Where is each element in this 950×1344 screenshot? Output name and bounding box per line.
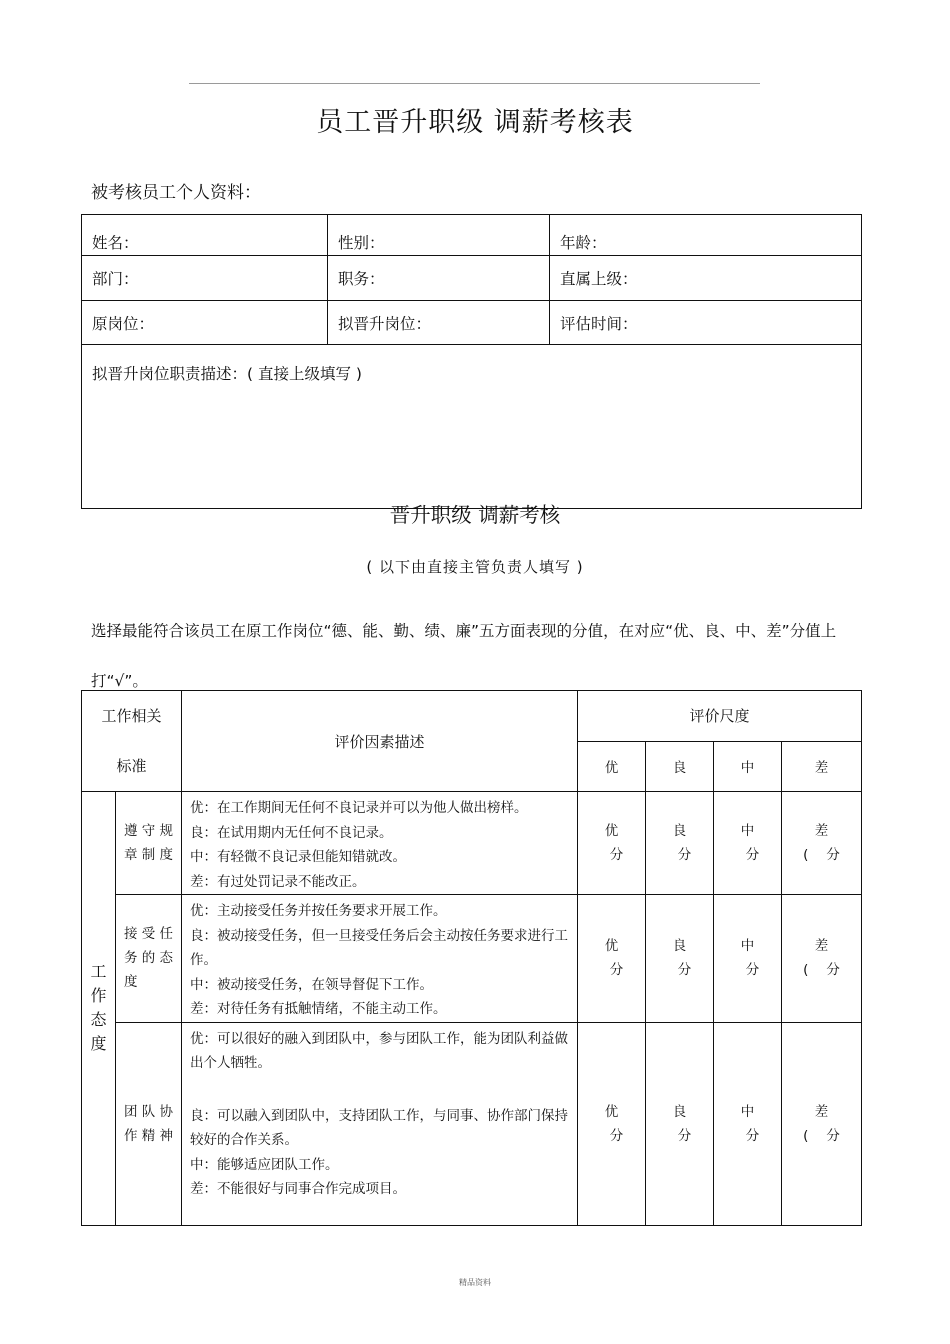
score-unit: 分 <box>826 962 840 979</box>
criterion-description <box>182 792 578 895</box>
score-label: 良 <box>672 823 687 839</box>
score-paren: ( <box>803 962 809 979</box>
score-good-cell[interactable] <box>646 895 714 1023</box>
description-line: 良：可以融入到团队中，支持团队工作，与同事、协作部门保持较好的合作关系。 <box>190 1107 569 1148</box>
category-char: 工 <box>90 962 107 982</box>
score-unit: 分 <box>745 962 760 979</box>
score-unit: 分 <box>826 1127 840 1144</box>
name-field[interactable] <box>82 215 328 256</box>
employee-profile-table <box>81 214 862 509</box>
score-poor-cell[interactable] <box>782 1022 862 1225</box>
supervisor-label: 直属上级： <box>560 270 638 288</box>
position-field[interactable] <box>328 256 550 301</box>
name-label: 姓名： <box>92 234 139 252</box>
page-footer: 精品资料 <box>459 1278 491 1287</box>
score-paren: ( <box>803 847 809 863</box>
description-line: 中：被动接受任务，在领导督促下工作。 <box>190 976 434 993</box>
description-line: 优：主动接受任务并按任务要求开展工作。 <box>190 903 447 919</box>
description-line: 优：可以很好的融入到团队中，参与团队工作，能为团队利益做出个人牺牲。 <box>190 1030 569 1071</box>
score-label: 优 <box>604 823 619 839</box>
score-unit: 分 <box>609 847 624 863</box>
score-unit: 分 <box>745 1127 760 1144</box>
category-char: 作 <box>90 986 107 1006</box>
criterion-rules-compliance: 遵守规章制度 <box>116 792 182 895</box>
score-unit: 分 <box>677 847 692 863</box>
score-unit: 分 <box>745 847 760 863</box>
header-standard <box>82 691 182 792</box>
score-label: 中 <box>740 1103 755 1120</box>
score-poor-cell[interactable] <box>782 792 862 895</box>
score-label: 中 <box>740 823 755 839</box>
header-factor-description: 评价因素描述 <box>182 691 578 792</box>
evaluation-section-subtitle: ( 以下由直接主管负责人填写 ) <box>366 558 584 576</box>
criterion-teamwork: 团队协作精神 <box>116 1022 182 1225</box>
header-scale: 评价尺度 <box>578 691 862 742</box>
score-average-cell[interactable] <box>714 895 782 1023</box>
criterion-description <box>182 895 578 1023</box>
score-unit: 分 <box>677 962 692 979</box>
evaluation-time-field[interactable] <box>550 301 862 345</box>
level-good: 良 <box>646 741 714 792</box>
score-label: 差 <box>814 823 829 839</box>
original-post-label: 原岗位： <box>92 314 155 333</box>
duty-description-field[interactable] <box>82 345 862 509</box>
score-unit: 分 <box>609 1127 624 1144</box>
description-line: 良：被动接受任务，但一旦接受任务后会主动按任务要求进行工作。 <box>190 927 569 968</box>
score-label: 优 <box>604 1103 619 1120</box>
criterion-task-attitude: 接受任务的态度 <box>116 895 182 1023</box>
score-label: 差 <box>814 1103 829 1120</box>
proposed-post-field[interactable] <box>328 301 550 345</box>
department-field[interactable] <box>82 256 328 301</box>
score-good-cell[interactable] <box>646 792 714 895</box>
criterion-description <box>182 1022 578 1225</box>
original-post-field[interactable] <box>82 301 328 345</box>
description-line: 中：有轻微不良记录但能知错就改。 <box>190 849 407 865</box>
header-standard-line1: 工作相关 <box>101 707 162 725</box>
document-title: 员工晋升职级 调薪考核表 <box>316 107 634 138</box>
header-standard-line2: 标准 <box>116 757 147 775</box>
age-field[interactable] <box>550 215 862 256</box>
score-excellent-cell[interactable] <box>578 792 646 895</box>
header-rule <box>189 83 760 84</box>
duty-description-label: 拟晋升岗位职责描述：( 直接上级填写 ) <box>92 365 362 383</box>
evaluation-time-label: 评估时间： <box>560 314 638 333</box>
evaluation-instruction: 选择最能符合该员工在原工作岗位“德、能、勤、绩、廉”五方面表现的分值，在对应“优、良、中、差”分值上打“√”。 <box>91 622 837 690</box>
score-label: 差 <box>814 938 829 955</box>
description-gap <box>190 1076 571 1104</box>
description-line: 良：在试用期内无任何不良记录。 <box>190 824 393 841</box>
description-line: 差：对待任务有抵触情绪，不能主动工作。 <box>190 1001 447 1017</box>
department-label: 部门： <box>92 270 139 288</box>
description-line: 差：不能很好与同事合作完成项目。 <box>190 1181 407 1197</box>
score-unit: 分 <box>677 1127 692 1144</box>
gender-label: 性别： <box>338 234 385 252</box>
category-work-attitude <box>82 792 116 1226</box>
score-average-cell[interactable] <box>714 792 782 895</box>
supervisor-field[interactable] <box>550 256 862 301</box>
description-line: 优：在工作期间无任何不良记录并可以为他人做出榜样。 <box>190 800 528 816</box>
profile-heading: 被考核员工个人资料： <box>91 183 261 203</box>
score-average-cell[interactable] <box>714 1022 782 1225</box>
age-label: 年龄： <box>560 234 607 252</box>
evaluation-table <box>81 690 862 1226</box>
level-poor: 差 <box>782 741 862 792</box>
score-unit: 分 <box>826 847 840 863</box>
score-label: 优 <box>604 938 619 955</box>
category-char: 态 <box>90 1010 107 1030</box>
level-average: 中 <box>714 741 782 792</box>
position-label: 职务： <box>338 270 385 288</box>
level-excellent: 优 <box>578 741 646 792</box>
description-line: 中：能够适应团队工作。 <box>190 1156 339 1173</box>
score-label: 良 <box>672 1103 687 1120</box>
score-unit: 分 <box>609 962 624 979</box>
score-excellent-cell[interactable] <box>578 1022 646 1225</box>
proposed-post-label: 拟晋升岗位： <box>338 314 432 333</box>
score-excellent-cell[interactable] <box>578 895 646 1023</box>
evaluation-section-title: 晋升职级 调薪考核 <box>389 503 561 527</box>
gender-field[interactable] <box>328 215 550 256</box>
score-label: 良 <box>672 938 687 955</box>
score-label: 中 <box>740 938 755 955</box>
description-line: 差：有过处罚记录不能改正。 <box>190 873 366 890</box>
score-poor-cell[interactable] <box>782 895 862 1023</box>
score-paren: ( <box>803 1127 809 1144</box>
score-good-cell[interactable] <box>646 1022 714 1225</box>
category-char: 度 <box>90 1034 107 1054</box>
